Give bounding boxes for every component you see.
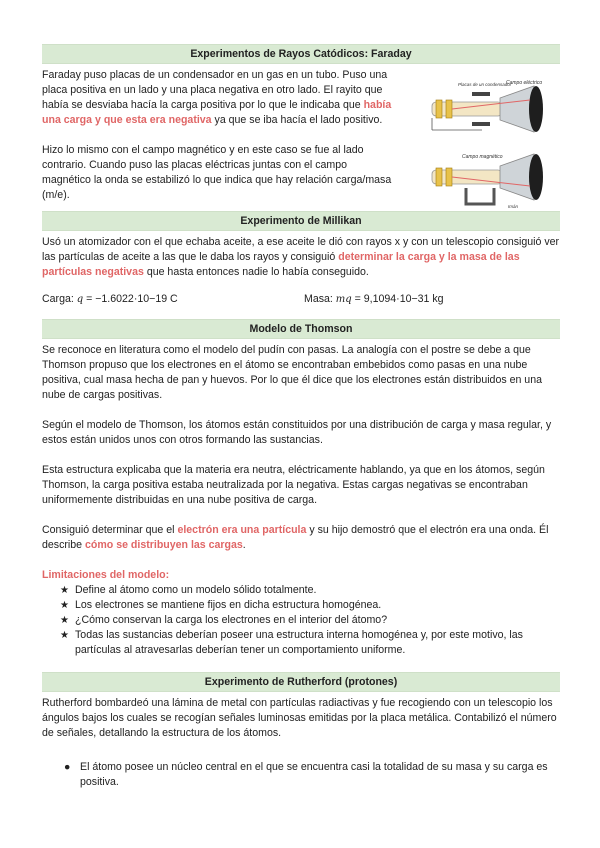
highlight-text: determinar la carga y la masa de las partículas negativas <box>42 251 520 278</box>
rutherford-paragraph: Rutherford bombardeó una lámina de metal con partículas radiactivas y fue recogiendo con un telescopio los ángulos bajos los cuales se recogían señales luminosas emitidas por la placa metálica. Contabilizó el número de señales, detallando la estructura de los átomos. <box>42 697 557 739</box>
list-item <box>42 760 560 790</box>
text-run: ya que se iba hacía el lado positivo. <box>211 114 383 126</box>
thomson-paragraph-2: Según el modelo de Thomson, los átomos están constituidos por una distribución de carga y masa regular, y estos están unidos unos con otros formando las sustancias. <box>42 419 552 446</box>
star-icon: ★ <box>60 630 69 641</box>
thomson-header: Modelo de Thomson <box>42 319 560 339</box>
document-page <box>42 44 560 790</box>
text-run: . <box>242 539 246 551</box>
figure-label: Placas de un condensador <box>458 82 512 87</box>
faraday-paragraph-2: Hizo lo mismo con el campo magnético y en este caso se fue al lado contrario. Cuando puso las placas eléctricas juntas con el campo magnético la onda se estabilizó lo que indica que hay relación carga/masa (m/e). <box>42 144 392 201</box>
charge-value <box>42 292 304 307</box>
thomson-paragraph-1: Se reconoce en literatura como el modelo del pudín con pasas. La analogía con el postre se debe a que Thomson propuso que los electrones en el átomo se encontraban embebidos como pasas en una nube positiva, cual masa hecha de pan y huevos. Por lo que él dice que los electrones están distribuidos en una nube de cargas positivas. <box>42 344 542 401</box>
text-run: Faraday puso placas de un condensador en un gas en un tubo. Puso una placa positiva en un lado y una placa negativa en otro lado. El rayito que había se desviaba hacía la carga positiva por lo que le indicaba que <box>42 69 388 111</box>
mass-symbol: mq <box>335 294 352 305</box>
faraday-section <box>42 68 560 209</box>
rutherford-section <box>42 696 560 790</box>
charge-symbol: q <box>76 294 84 305</box>
charge-label: Carga: <box>42 293 77 305</box>
figure-label: Campo magnético <box>462 154 503 160</box>
star-icon: ★ <box>60 615 69 626</box>
figure-label: Campo eléctrico <box>506 80 543 86</box>
mass-number: = 9,1094·10−31 kg <box>351 293 444 305</box>
limitations-list <box>42 583 560 658</box>
millikan-header: Experimento de Millikan <box>42 211 560 231</box>
list-item <box>42 583 560 598</box>
list-item-text: El átomo posee un núcleo central en el que se encuentra casi la totalidad de su masa y su carga es positiva. <box>80 761 548 788</box>
text-run: y su hijo demostró que el electrón era una onda. Él describe <box>42 524 549 551</box>
millikan-paragraph <box>42 235 560 280</box>
list-item-text: Todas las sustancias deberían poseer una estructura interna homogénea y, por este motivo, las partículas al atravesarlas deberían tener un comportamiento uniforme. <box>75 629 523 656</box>
list-item <box>42 628 560 658</box>
mass-value <box>304 292 444 307</box>
list-item <box>42 613 560 628</box>
thomson-section <box>42 343 560 658</box>
limitations-title: Limitaciones del modelo: <box>42 569 170 581</box>
list-item-text: Define al átomo como un modelo sólido totalmente. <box>75 584 317 596</box>
rutherford-list <box>42 760 560 790</box>
highlight-text: cómo se distribuyen las cargas <box>85 539 243 551</box>
cathode-tube-electric-figure <box>422 78 550 138</box>
charge-number: = −1.6022·10−19 C <box>83 293 178 305</box>
text-run: que hasta entonces nadie lo había conseguido. <box>143 266 369 278</box>
list-item <box>42 598 560 613</box>
thomson-paragraph-3: Esta estructura explicaba que la materia era neutra, eléctricamente hablando, ya que en los átomos, según Thomson, la carga positiva estaba neutralizada por la negativa. Estas cargas negativas se encontraban uniformemente distribuidas en una nube positiva de carga. <box>42 464 545 506</box>
star-icon: ★ <box>60 600 69 611</box>
star-icon: ★ <box>60 585 69 596</box>
highlight-text: electrón era una partícula <box>177 524 307 536</box>
mass-label: Masa: <box>304 293 336 305</box>
bullet-icon: ● <box>64 761 71 773</box>
millikan-values <box>42 292 560 307</box>
figure-label: Imán <box>508 204 519 209</box>
cathode-tube-magnetic-figure <box>422 150 550 210</box>
thomson-paragraph-4 <box>42 523 560 553</box>
faraday-text <box>42 68 397 203</box>
list-item-text: Los electrones se mantiene fijos en dicha estructura homogénea. <box>75 599 382 611</box>
list-item-text: ¿Cómo conservan la carga los electrones en el interior del átomo? <box>75 614 388 626</box>
text-run: Usó un atomizador con el que echaba aceite, a ese aceite le dió con rayos x y con un telescopio consiguió ver las partículas de aceite a las que le daba los rayos y consiguió <box>42 236 560 263</box>
text-run: Consiguió determinar que el <box>42 524 178 536</box>
highlight-text: había una carga y que esta era negativa <box>42 99 392 126</box>
faraday-figures <box>420 68 560 209</box>
faraday-paragraph-1 <box>42 68 397 128</box>
faraday-header: Experimentos de Rayos Catódicos: Faraday <box>42 44 560 64</box>
rutherford-header: Experimento de Rutherford (protones) <box>42 672 560 692</box>
